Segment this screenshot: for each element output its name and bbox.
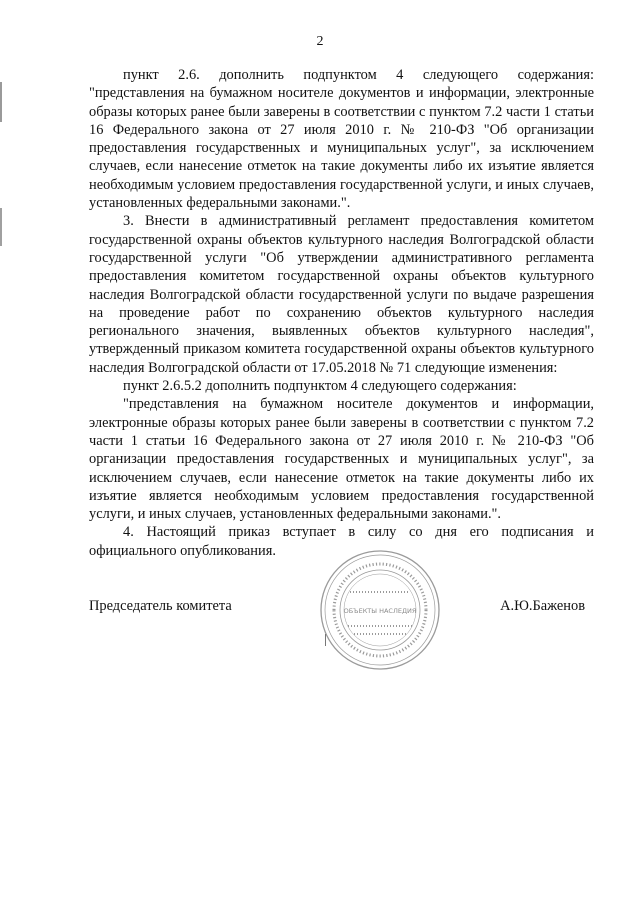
paragraph-quoted-subitem: "представления на бумажном носителе документов и информации, электронные образы которых ранее были заверены в соответствии с пунктом 7.2 части 1 статьи 16 Федерального закона от 27 июля 2010 г. № 210-ФЗ "Об организации предоставления государственных и муниципальных услуг", за исключением случаев, если нанесение отметок на такие документы либо их изъятие является необходимым условием предоставления государственной услуги, и иных случаев, установленных федеральными законами.". [89,396,594,523]
paragraph-amendment-2-6-5-2: пункт 2.6.5.2 дополнить подпунктом 4 следующего содержания: [123,378,517,395]
scan-artifact-left-lower [0,208,2,246]
seal-pen-mark [325,634,326,646]
signer-title: Председатель комитета [89,598,232,614]
official-seal-icon [318,548,442,672]
paragraph-item-3: 3. Внести в административный регламент предоставления комитетом государственной охраны объектов культурного наследия Волгоградской области государственной услуги "Об утверждении административного регламента предоставления комитетом государственной охраны объектов культурного наследия Волгоградской области государственной услуги по выдаче разрешения на проведение работ по сохранению объектов культурного наследия регионального значения, выявленных объектов культурного наследия", утвержденный приказом комитета государственной охраны объектов культурного наследия Волгоградской области от 17.05.2018 № 71 следующие изменения: [89,213,594,376]
paragraph-item-4: 4. Настоящий приказ вступает в силу со дня его подписания и официального опубликования. [89,524,594,559]
page-number: 2 [316,34,324,49]
signer-name: А.Ю.Баженов [500,598,585,614]
document-body [89,66,594,560]
paragraph-amendment-2-6: пункт 2.6. дополнить подпунктом 4 следующего содержания: "представления на бумажном носителе документов и информации, электронные образы которых ранее были заверены в соответствии с пунктом 7.2 части 1 статьи 16 Федерального закона от 27 июля 2010 г. № 210-ФЗ "Об организации предоставления государственных и муниципальных услуг", за исключением случаев, если нанесение отметок на такие документы либо их изъятие является необходимым условием предоставления государственной услуги, и иных случаев, установленных федеральными законами.". [89,67,594,212]
scan-artifact-left [0,82,2,122]
seal-inner-text: ОБЪЕКТЫ НАСЛЕДИЯ [343,607,417,615]
